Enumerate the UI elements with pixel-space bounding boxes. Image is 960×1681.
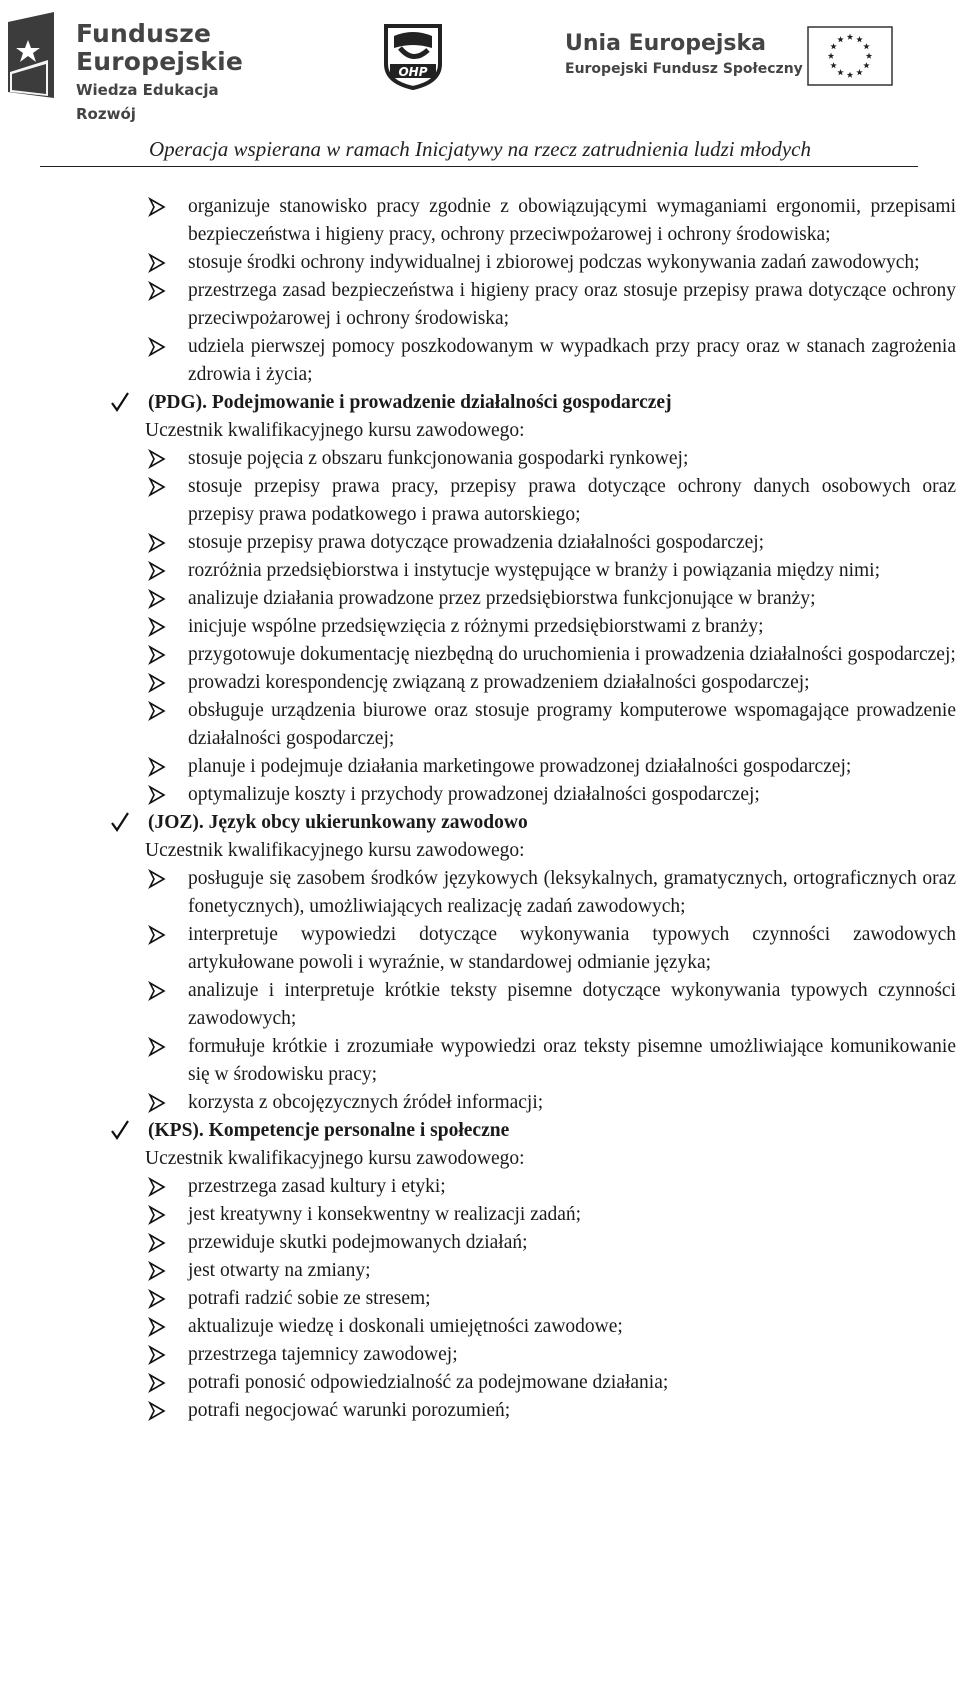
logo-right-line1: Unia Europejska (565, 31, 767, 56)
ohp-logo-text: OHP (398, 65, 428, 79)
arrow-bullet-icon (148, 1285, 166, 1313)
arrow-bullet-icon (148, 1313, 166, 1341)
section-lead: Uczestnik kwalifikacyjnego kursu zawodowego: (145, 840, 525, 861)
list-item (188, 249, 956, 277)
list-item-text: jest kreatywny i konsekwentny w realizacji zadań; (188, 1204, 582, 1225)
list-item-text: przestrzega zasad kultury i etyki; (188, 1176, 446, 1197)
list-item-text: udziela pierwszej pomocy poszkodowanym w wypadkach przy pracy oraz w stanach zagrożenia zdrowia i życia; (188, 336, 956, 385)
logo-left-line3: Wiedza Edukacja Rozwój (76, 81, 219, 123)
arrow-bullet-icon (148, 781, 166, 809)
eu-flag-icon (807, 26, 893, 86)
list-item-text: stosuje przepisy prawa pracy, przepisy prawa dotyczące ochrony danych osobowych oraz przepisy prawa podatkowego i prawa autorskiego; (188, 476, 956, 525)
section-heading-text: (KPS). Kompetencje personalne i społeczne (148, 1120, 510, 1141)
arrow-bullet-icon (148, 1341, 166, 1369)
list-item-text: analizuje i interpretuje krótkie teksty pisemne dotyczące wykonywania typowych czynności zawodowych; (188, 980, 956, 1029)
section-heading-text: (PDG). Podejmowanie i prowadzenie działalności gospodarczej (148, 392, 672, 413)
list-item (188, 277, 956, 333)
list-item (188, 193, 956, 249)
list-item (188, 1257, 956, 1285)
list-item (188, 1313, 956, 1341)
list-item (188, 865, 956, 921)
list-item-text: przestrzega zasad bezpieczeństwa i higieny pracy oraz stosuje przepisy prawa dotyczące ochrony przeciwpożarowej i ochrony środowiska; (188, 280, 956, 329)
list-item-text: przewiduje skutki podejmowanych działań; (188, 1232, 528, 1253)
list-item-text: potrafi ponosić odpowiedzialność za podejmowane działania; (188, 1372, 669, 1393)
list-item (188, 921, 956, 977)
list-item (188, 557, 956, 585)
checkmark-icon (110, 1119, 130, 1141)
fundusze-europejskie-wordmark (76, 20, 258, 126)
list-item (188, 1397, 956, 1425)
list-item (188, 613, 956, 641)
arrow-bullet-icon (148, 1369, 166, 1397)
arrow-bullet-icon (148, 1229, 166, 1257)
list-item-text: potrafi radzić sobie ze stresem; (188, 1288, 431, 1309)
arrow-bullet-icon (148, 249, 166, 277)
section-heading (148, 809, 956, 837)
checkmark-icon (110, 391, 130, 413)
arrow-bullet-icon (148, 585, 166, 613)
logo-right-line2: Europejski Fundusz Społeczny (565, 61, 803, 77)
list-item (188, 1341, 956, 1369)
list-item (188, 1033, 956, 1089)
list-item (188, 697, 956, 753)
list-item-text: rozróżnia przedsiębiorstwa i instytucje występujące w branży i powiązania między nimi; (188, 560, 881, 581)
list-item (188, 333, 956, 389)
arrow-bullet-icon (148, 1173, 166, 1201)
list-item-text: stosuje przepisy prawa dotyczące prowadzenia działalności gospodarczej; (188, 532, 765, 553)
ohp-logo-icon (378, 18, 448, 90)
list-item (188, 1201, 956, 1229)
list-item-text: formułuje krótkie i zrozumiałe wypowiedzi oraz teksty pisemne umożliwiające komunikowanie się w środowisku pracy; (188, 1036, 956, 1085)
unia-europejska-wordmark (565, 30, 803, 80)
unia-europejska-logo (565, 26, 915, 96)
list-item-text: przestrzega tajemnicy zawodowej; (188, 1344, 458, 1365)
arrow-bullet-icon (148, 473, 166, 501)
header-divider (40, 166, 918, 167)
list-item-text: organizuje stanowisko pracy zgodnie z obowiązującymi wymaganiami ergonomii, przepisami bezpieczeństwa i higieny pracy, ochrony przeciwpożarowej i ochrony środowiska; (188, 196, 956, 245)
document-body (0, 193, 960, 1425)
list-item-text: jest otwarty na zmiany; (188, 1260, 371, 1281)
arrow-bullet-icon (148, 613, 166, 641)
arrow-bullet-icon (148, 1397, 166, 1425)
arrow-bullet-icon (148, 557, 166, 585)
list-item-text: obsługuje urządzenia biurowe oraz stosuje programy komputerowe wspomagające prowadzenie działalności gospodarczej; (188, 700, 956, 749)
section-heading-text: (JOZ). Język obcy ukierunkowany zawodowo (148, 812, 528, 833)
arrow-bullet-icon (148, 277, 166, 305)
logo-left-line2: Europejskie (76, 47, 244, 76)
list-item-text: inicjuje wspólne przedsięwzięcia z różnymi przedsiębiorstwami z branży; (188, 616, 764, 637)
list-item (188, 445, 956, 473)
arrow-bullet-icon (148, 697, 166, 725)
list-item-text: potrafi negocjować warunki porozumień; (188, 1400, 511, 1421)
logo-left-line1: Fundusze (76, 19, 212, 48)
section-heading (148, 1117, 956, 1145)
list-item (188, 1229, 956, 1257)
arrow-bullet-icon (148, 753, 166, 781)
list-item (188, 1173, 956, 1201)
section-heading (148, 389, 956, 417)
arrow-bullet-icon (148, 865, 166, 893)
arrow-bullet-icon (148, 445, 166, 473)
list-item-text: analizuje działania prowadzone przez przedsiębiorstwa funkcjonujące w branży; (188, 588, 816, 609)
tagline: Operacja wspierana w ramach Inicjatywy na rzecz zatrudnienia ludzi młodych (148, 137, 811, 161)
arrow-bullet-icon (148, 333, 166, 361)
list-item (188, 641, 956, 669)
arrow-bullet-icon (148, 529, 166, 557)
list-item-text: aktualizuje wiedzę i doskonali umiejętności zawodowe; (188, 1316, 623, 1337)
list-item-text: korzysta z obcojęzycznych źródeł informacji; (188, 1092, 544, 1113)
list-item (188, 529, 956, 557)
list-item (188, 1089, 956, 1117)
arrow-bullet-icon (148, 921, 166, 949)
list-item (188, 1285, 956, 1313)
arrow-bullet-icon (148, 1033, 166, 1061)
checkmark-icon (110, 811, 130, 833)
list-item (188, 473, 956, 529)
list-item-text: interpretuje wypowiedzi dotyczące wykonywania typowych czynności zawodowych artykułowane powoli i wyraźnie, w standardowej odmianie języka; (188, 924, 956, 973)
arrow-bullet-icon (148, 1201, 166, 1229)
fundusze-europejskie-logo (8, 12, 258, 123)
list-item-text: przygotowuje dokumentację niezbędną do uruchomienia i prowadzenia działalności gospodarczej; (188, 644, 956, 665)
section-lead: Uczestnik kwalifikacyjnego kursu zawodowego: (145, 1148, 525, 1169)
list-item-text: prowadzi korespondencję związaną z prowadzeniem działalności gospodarczej; (188, 672, 810, 693)
list-item (188, 781, 956, 809)
arrow-bullet-icon (148, 669, 166, 697)
list-item-text: stosuje środki ochrony indywidualnej i zbiorowej podczas wykonywania zadań zawodowych; (188, 252, 920, 273)
arrow-bullet-icon (148, 1089, 166, 1117)
list-item (188, 977, 956, 1033)
arrow-bullet-icon (148, 977, 166, 1005)
list-item-text: planuje i podejmuje działania marketingowe prowadzonej działalności gospodarczej; (188, 756, 852, 777)
list-item (188, 669, 956, 697)
list-item (188, 753, 956, 781)
fundusze-europejskie-mark-icon (8, 12, 68, 98)
list-item (188, 1369, 956, 1397)
list-item-text: optymalizuje koszty i przychody prowadzonej działalności gospodarczej; (188, 784, 760, 805)
page-header (0, 0, 960, 161)
arrow-bullet-icon (148, 1257, 166, 1285)
list-item-text: posługuje się zasobem środków językowych (leksykalnych, gramatycznych, ortograficznych oraz fonetycznych), umożliwiających realizację zadań zawodowych; (188, 868, 956, 917)
list-item (188, 585, 956, 613)
list-item-text: stosuje pojęcia z obszaru funkcjonowania gospodarki rynkowej; (188, 448, 689, 469)
arrow-bullet-icon (148, 193, 166, 221)
arrow-bullet-icon (148, 641, 166, 669)
section-lead: Uczestnik kwalifikacyjnego kursu zawodowego: (145, 420, 525, 441)
